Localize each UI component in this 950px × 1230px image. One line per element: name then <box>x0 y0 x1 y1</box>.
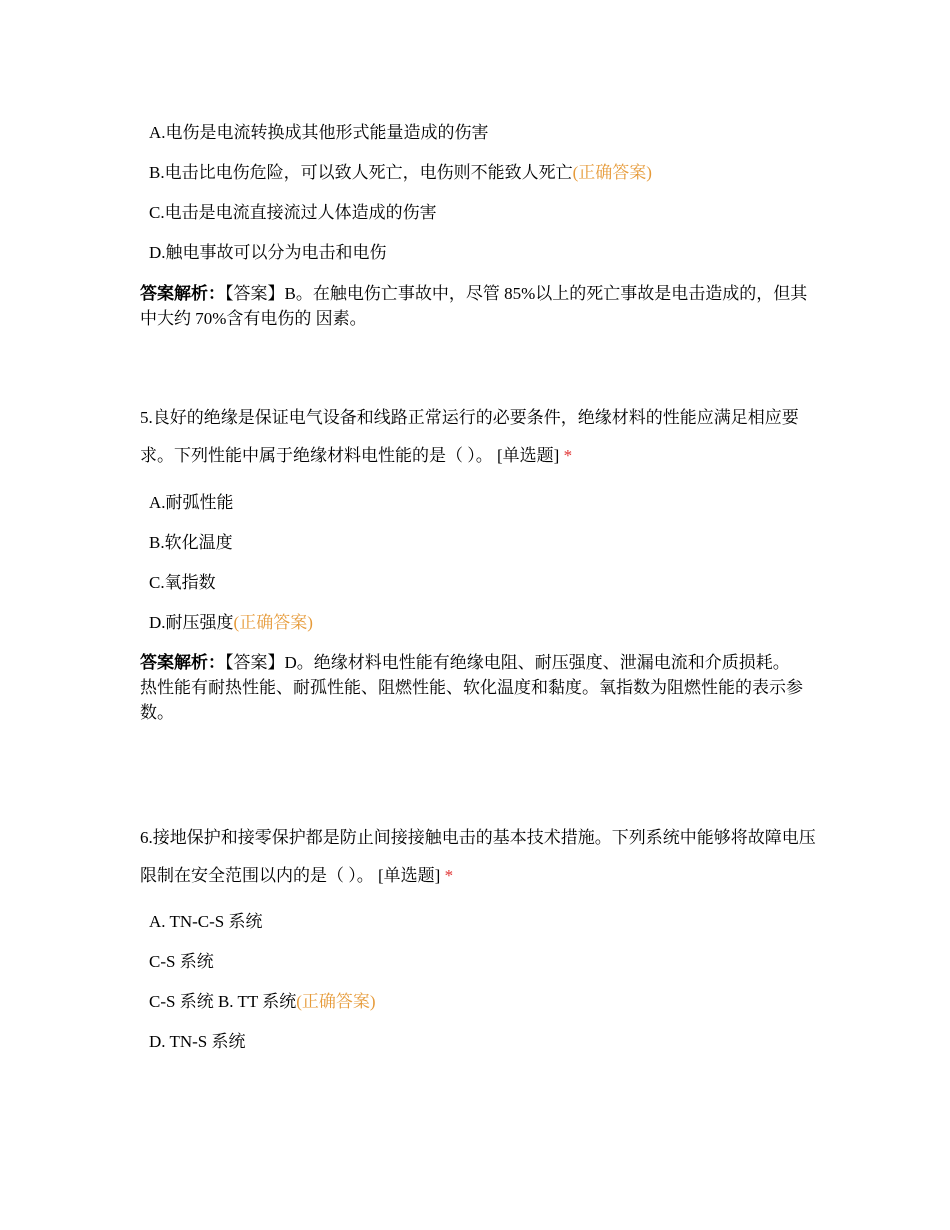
analysis-line-2: 热性能有耐热性能、耐孤性能、阻燃性能、软化温度和黏度。氧指数为阻燃性能的表示参数。 <box>140 678 803 722</box>
required-star: * <box>444 866 454 885</box>
q4-analysis: 答案解析：【答案】B。在触电伤亡事故中，尽管 85%以上的死亡事故是电击造成的，但其中大约 70%含有电伤的 因素。 <box>140 284 808 328</box>
q4-option-a: A.电伤是电流转换成其他形式能量造成的伤害 <box>149 123 489 142</box>
analysis-label: 答案解析： <box>140 653 225 672</box>
required-star: * <box>563 446 573 465</box>
q6-option-d: D. TN-S 系统 <box>149 1032 246 1051</box>
correct-answer-mark: (正确答案) <box>572 163 652 182</box>
q5-analysis: 答案解析：【答案】D。绝缘材料电性能有绝缘电阻、耐压强度、泄漏电流和介质损耗。 热性能有耐热性能、耐孤性能、阻燃性能、软化温度和黏度。氧指数为阻燃性能的表示参数。 <box>140 650 820 725</box>
q5-option-d: D.耐压强度(正确答案) <box>149 613 313 632</box>
q5-option-b: B.软化温度 <box>149 533 233 552</box>
correct-answer-mark: (正确答案) <box>296 992 376 1011</box>
q4-option-d: D.触电事故可以分为电击和电伤 <box>149 243 387 262</box>
q6-option-b: C-S 系统 B. TT 系统(正确答案) <box>149 992 376 1011</box>
q5-question: 5.良好的绝缘是保证电气设备和线路正常运行的必要条件，绝缘材料的性能应满足相应要求。下列性能中属于绝缘材料电性能的是（ ）。 [单选题] * <box>140 408 799 465</box>
q6-option-2: C-S 系统 <box>149 952 214 971</box>
q4-option-b: B.电击比电伤危险，可以致人死亡，电伤则不能致人死亡(正确答案) <box>149 163 652 182</box>
q6-option-a: A. TN-C-S 系统 <box>149 912 263 931</box>
q5-option-c: C.氧指数 <box>149 573 216 592</box>
q5-option-a: A.耐弧性能 <box>149 493 234 512</box>
correct-answer-mark: (正确答案) <box>233 613 313 632</box>
q6-question: 6.接地保护和接零保护都是防止间接接触电击的基本技术措施。下列系统中能够将故障电压限制在安全范围以内的是（ ）。 [单选题] * <box>140 828 816 885</box>
analysis-label: 答案解析： <box>140 284 225 303</box>
q4-option-c: C.电击是电流直接流过人体造成的伤害 <box>149 203 437 222</box>
